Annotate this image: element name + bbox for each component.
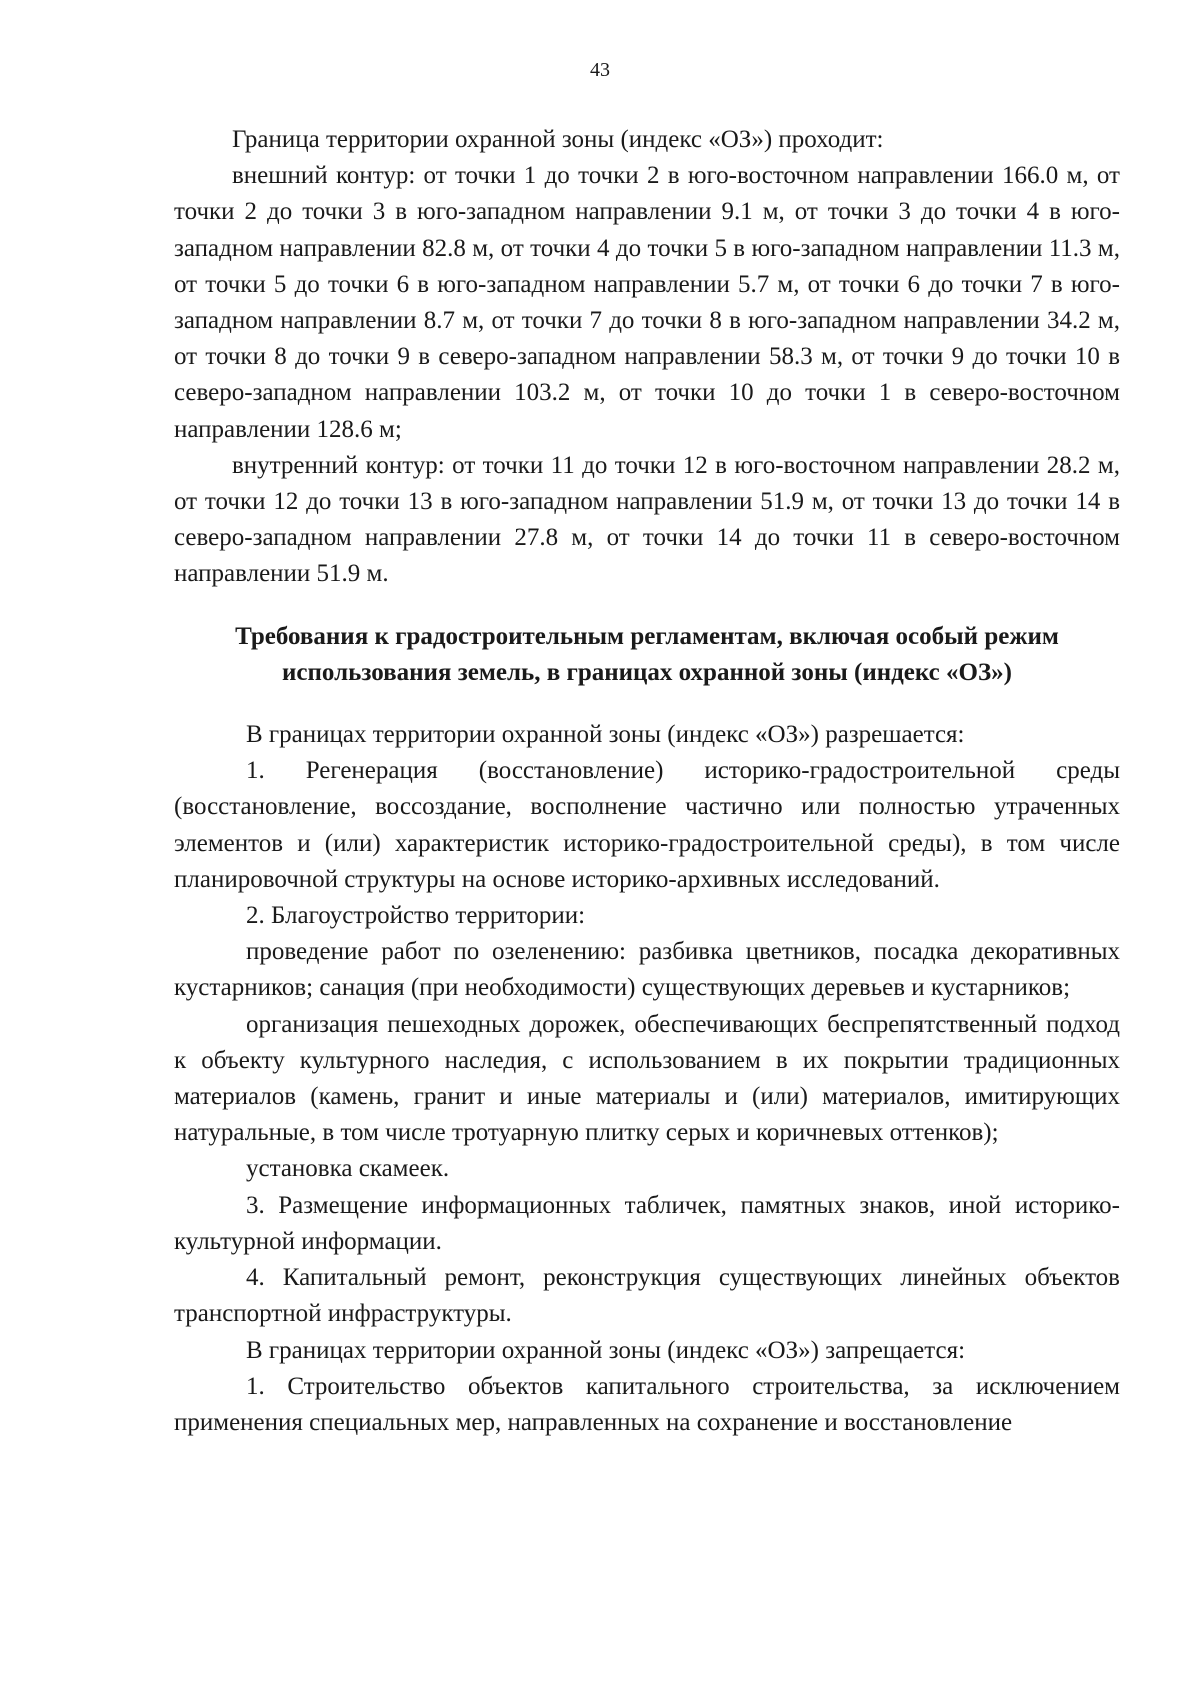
footpaths-paragraph: организация пешеходных дорожек, обеспечивающих беспрепятственный подход к объекту культурного наследия, с использованием в их покрытии традиционных материалов (камень, гранит и иные материалы и (или) материалов, имитирующих натуральные, в том числе тротуарную плитку серых и коричневых оттенков);: [174, 1010, 1120, 1147]
prohibited-item-1: 1. Строительство объектов капитального строительства, за исключением применения специальных мер, направленных на сохранение и восстановление: [174, 1372, 1120, 1436]
prohibited-intro-paragraph: В границах территории охранной зоны (индекс «ОЗ») запрещается:: [246, 1336, 966, 1364]
page-number: 43: [590, 59, 610, 81]
permitted-item-2: 2. Благоустройство территории:: [246, 902, 586, 930]
permitted-item-3: 3. Размещение информационных табличек, памятных знаков, иной историко-культурной информации.: [174, 1191, 1120, 1255]
inner-contour-paragraph: внутренний контур: от точки 11 до точки 12 в юго-восточном направлении 28.2 м, от точки 12 до точки 13 в юго-западном направлении 51.9 м, от точки 13 до точки 14 в северо-западном направлении 27.8 м, от точки 14 до точки 11 в северо-восточном направлении 51.9 м.: [174, 451, 1120, 588]
document-body: [174, 122, 1120, 1441]
landscaping-paragraph: проведение работ по озеленению: разбивка цветников, посадка декоративных кустарников; санация (при необходимости) существующих деревьев и кустарников;: [174, 938, 1120, 1002]
permitted-item-1: 1. Регенерация (восстановление) историко-градостроительной среды (восстановление, воссоздание, восполнение частично или полностью утраченных элементов и (или) характеристик историко-градостроительной среды), в том числе планировочной структуры на основе историко-архивных исследований.: [174, 757, 1120, 893]
outer-contour-paragraph: внешний контур: от точки 1 до точки 2 в юго-восточном направлении 166.0 м, от точки 2 до точки 3 в юго-западном направлении 9.1 м, от точки 3 до точки 4 в юго-западном направлении 82.8 м, от точки 4 до точки 5 в юго-западном направлении 11.3 м, от точки 5 до точки 6 в юго-западном направлении 5.7 м, от точки 6 до точки 7 в юго-западном направлении 8.7 м, от точки 7 до точки 8 в юго-западном направлении 34.2 м, от точки 8 до точки 9 в северо-западном направлении 58.3 м, от точки 9 до точки 10 в северо-западном направлении 103.2 м, от точки 10 до точки 1 в северо-восточном направлении 128.6 м;: [174, 162, 1120, 443]
section-heading: Требования к градостроительным регламентам, включая особый режим использования земель, в границах охранной зоны (индекс «ОЗ»): [235, 622, 1059, 686]
boundary-intro-paragraph: Граница территории охранной зоны (индекс «ОЗ») проходит:: [232, 126, 884, 153]
permitted-item-4: 4. Капитальный ремонт, реконструкция существующих линейных объектов транспортной инфраструктуры.: [174, 1264, 1120, 1328]
permitted-intro-paragraph: В границах территории охранной зоны (индекс «ОЗ») разрешается:: [246, 721, 965, 749]
benches-paragraph: установка скамеек.: [246, 1155, 450, 1183]
